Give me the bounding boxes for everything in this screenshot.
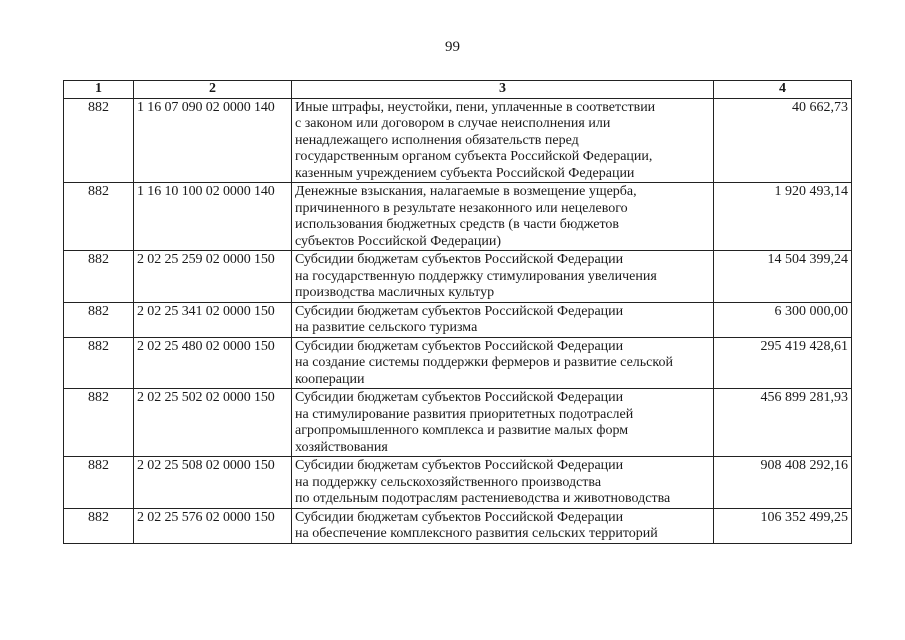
admin-code-cell: 882 (64, 251, 134, 303)
revenue-name-cell: Субсидии бюджетам субъектов Российской Федерации на обеспечение комплексного развития сельских территорий (292, 508, 714, 543)
revenue-code-cell: 2 02 25 502 02 0000 150 (134, 389, 292, 457)
admin-code-cell: 882 (64, 183, 134, 251)
revenue-code-cell: 2 02 25 576 02 0000 150 (134, 508, 292, 543)
revenue-name-cell: Субсидии бюджетам субъектов Российской Федерации на развитие сельского туризма (292, 302, 714, 337)
table-row (64, 457, 852, 509)
table-header (64, 81, 852, 99)
header-col-4: 4 (714, 81, 852, 99)
admin-code-cell: 882 (64, 457, 134, 509)
table-body (64, 98, 852, 543)
header-col-3: 3 (292, 81, 714, 99)
revenue-table (63, 80, 852, 544)
table-row (64, 98, 852, 183)
table-row (64, 251, 852, 303)
revenue-name-cell: Субсидии бюджетам субъектов Российской Федерации на создание системы поддержки фермеров и развитие сельской кооперации (292, 337, 714, 389)
admin-code-cell: 882 (64, 389, 134, 457)
page-number: 99 (445, 39, 460, 55)
admin-code-cell: 882 (64, 302, 134, 337)
revenue-name-cell: Субсидии бюджетам субъектов Российской Федерации на государственную поддержку стимулирования увеличения производства масличных культур (292, 251, 714, 303)
revenue-code-cell: 2 02 25 480 02 0000 150 (134, 337, 292, 389)
table-row (64, 302, 852, 337)
revenue-code-cell: 1 16 10 100 02 0000 140 (134, 183, 292, 251)
admin-code-cell: 882 (64, 337, 134, 389)
revenue-name-cell: Субсидии бюджетам субъектов Российской Федерации на поддержку сельскохозяйственного производства по отдельным подотраслям растениеводства и животноводства (292, 457, 714, 509)
admin-code-cell: 882 (64, 508, 134, 543)
table-row (64, 508, 852, 543)
amount-cell: 106 352 499,25 (714, 508, 852, 543)
revenue-code-cell: 1 16 07 090 02 0000 140 (134, 98, 292, 183)
table-row (64, 337, 852, 389)
amount-cell: 456 899 281,93 (714, 389, 852, 457)
amount-cell: 6 300 000,00 (714, 302, 852, 337)
header-col-1: 1 (64, 81, 134, 99)
revenue-name-cell: Денежные взыскания, налагаемые в возмещение ущерба, причиненного в результате незаконного или нецелевого использования бюджетных средств (в части бюджетов субъектов Российской Федерации) (292, 183, 714, 251)
table-row (64, 389, 852, 457)
revenue-code-cell: 2 02 25 508 02 0000 150 (134, 457, 292, 509)
amount-cell: 14 504 399,24 (714, 251, 852, 303)
amount-cell: 295 419 428,61 (714, 337, 852, 389)
revenue-code-cell: 2 02 25 259 02 0000 150 (134, 251, 292, 303)
admin-code-cell: 882 (64, 98, 134, 183)
revenue-name-cell: Субсидии бюджетам субъектов Российской Федерации на стимулирование развития приоритетных подотраслей агропромышленного комплекса и развитие малых форм хозяйствования (292, 389, 714, 457)
table-row (64, 183, 852, 251)
amount-cell: 40 662,73 (714, 98, 852, 183)
revenue-name-cell: Иные штрафы, неустойки, пени, уплаченные в соответствии с законом или договором в случае неисполнения или ненадлежащего исполнения обязательств перед государственным органом субъекта Российской Федерации, казенным учреждением субъекта Российской Федерации (292, 98, 714, 183)
header-col-2: 2 (134, 81, 292, 99)
header-row (64, 81, 852, 99)
amount-cell: 908 408 292,16 (714, 457, 852, 509)
amount-cell: 1 920 493,14 (714, 183, 852, 251)
revenue-code-cell: 2 02 25 341 02 0000 150 (134, 302, 292, 337)
